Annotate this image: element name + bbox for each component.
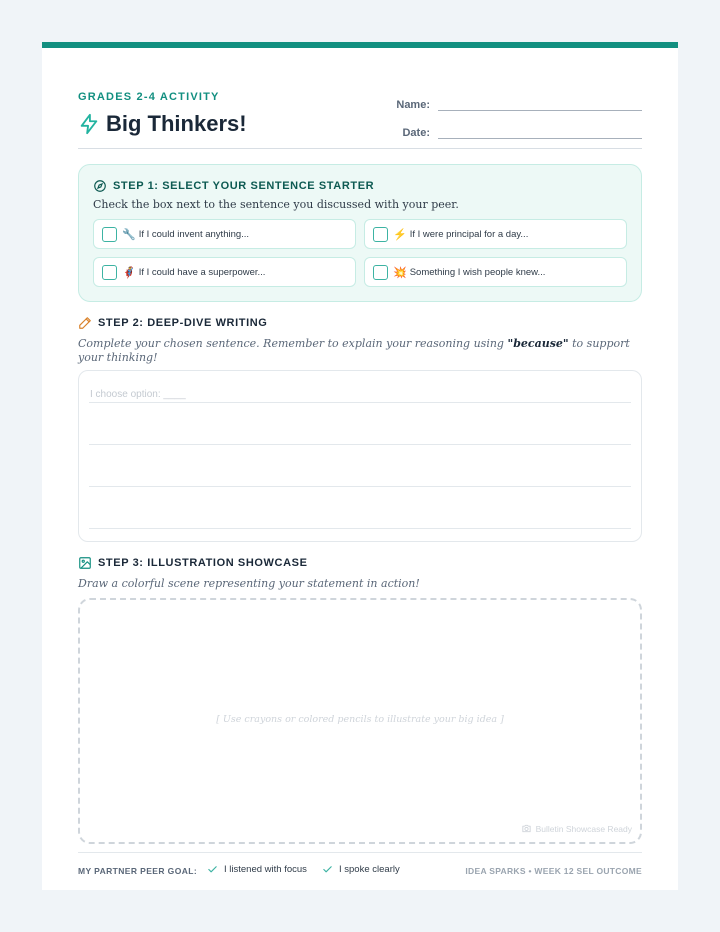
name-line[interactable] [438,96,642,111]
step2-instruction-end: to support your thinking! [78,337,630,364]
option-superpower[interactable] [93,257,356,287]
step3-instruction: Draw a colorful scene representing your statement in action! [78,577,420,590]
camera-icon [521,823,532,834]
name-field[interactable] [396,96,642,111]
option-label: If I could invent anything... [138,228,250,240]
pencil-icon [78,316,92,330]
option-label: If I were principal for a day... [409,228,529,240]
option-label: Something I wish people knew... [409,266,546,278]
checkmark-icon [207,864,218,875]
option-checkbox[interactable] [373,265,388,280]
step2-heading [78,316,642,330]
worksheet-page [42,42,678,890]
step1-instruction: Check the box next to the sentence you discussed with your peer. [93,198,459,211]
compass-icon [93,179,107,193]
illustration-area[interactable] [78,598,642,844]
option-label: If I could have a superpower... [138,266,266,278]
page-title: Big Thinkers! [106,111,247,136]
step1-heading-text: STEP 1: SELECT YOUR SENTENCE STARTER [113,180,375,192]
checkmark-icon [322,864,333,875]
step3-heading [78,556,642,570]
lightning-icon: ⚡ [393,228,407,241]
step2-instruction-start: Complete your chosen sentence. Remember to explain your reasoning using [78,337,508,350]
illustration-hint: [ Use crayons or colored pencils to illustrate your big idea ] [216,714,504,725]
image-icon [78,556,92,570]
peer-goal-label: MY PARTNER PEER GOAL: [78,866,198,876]
date-line[interactable] [438,124,642,139]
lightning-bolt-icon [78,113,100,135]
step3-section [78,556,642,834]
option-checkbox[interactable] [373,227,388,242]
footer-credit: IDEA SPARKS • WEEK 12 SEL OUTCOME [465,866,642,876]
step2-section [78,316,642,400]
date-label: Date: [402,127,430,139]
writing-line [89,402,631,403]
writing-line [89,486,631,487]
wrench-icon: 🔧 [122,228,136,241]
step2-instruction [78,337,642,365]
superhero-icon: 🦸 [122,266,136,279]
name-label: Name: [396,99,430,111]
showcase-badge [521,823,632,834]
option-checkbox[interactable] [102,265,117,280]
option-principal[interactable] [364,219,627,249]
peer-goal-spoke [322,864,400,875]
option-wish[interactable] [364,257,627,287]
writing-area[interactable] [78,370,642,542]
step3-heading-text: STEP 3: ILLUSTRATION SHOWCASE [98,557,308,569]
peer-goal-listened [207,864,307,875]
step2-instruction-emphasis: "because" [507,337,569,350]
title-row [78,111,247,137]
peer-goal-text: I listened with focus [224,864,307,875]
step1-heading [93,179,374,193]
sparkle-burst-icon: 💥 [393,266,407,279]
option-checkbox[interactable] [102,227,117,242]
writing-line [89,528,631,529]
worksheet-content [78,48,642,876]
showcase-label: Bulletin Showcase Ready [535,823,632,834]
worksheet-footer [78,852,642,891]
worksheet-header [78,48,642,149]
option-invent[interactable] [93,219,356,249]
writing-placeholder: I choose option: ____ [90,389,186,400]
date-field[interactable] [402,124,642,139]
grade-level-label: GRADES 2-4 ACTIVITY [78,91,220,103]
peer-goal-text: I spoke clearly [339,864,400,875]
step1-panel [78,164,642,302]
step2-heading-text: STEP 2: DEEP-DIVE WRITING [98,317,268,329]
writing-line [89,444,631,445]
